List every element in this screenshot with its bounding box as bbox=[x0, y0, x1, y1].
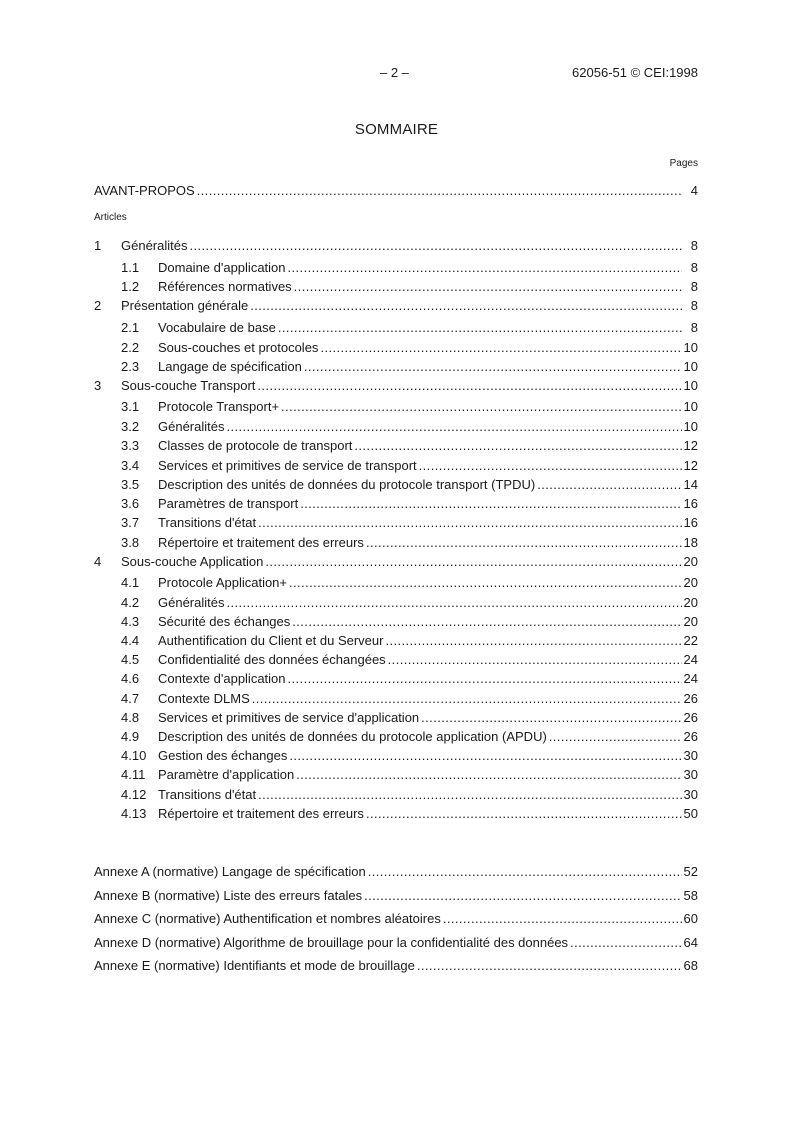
dot-leader bbox=[294, 279, 682, 295]
page-title: SOMMAIRE bbox=[354, 121, 439, 138]
toc-entry-number: 3.6 bbox=[121, 496, 140, 511]
dot-leader bbox=[226, 419, 681, 435]
dot-leader bbox=[388, 652, 682, 668]
toc-entry-number: 1.2 bbox=[121, 279, 140, 294]
toc-entry-number: 4.13 bbox=[121, 806, 147, 821]
toc-entry[interactable] bbox=[121, 419, 698, 435]
annex-entry-page: 64 bbox=[683, 935, 698, 950]
toc-entry-number: 4.12 bbox=[121, 787, 147, 802]
toc-entry-page: 26 bbox=[683, 691, 698, 706]
toc-entry-number: 2.1 bbox=[121, 320, 140, 335]
toc-entry-page: 16 bbox=[683, 496, 698, 511]
toc-entry[interactable] bbox=[121, 748, 698, 764]
dot-leader bbox=[197, 183, 682, 199]
toc-entry[interactable] bbox=[121, 671, 698, 687]
toc-entry-number: 2.2 bbox=[121, 340, 140, 355]
toc-entry-foreword[interactable] bbox=[94, 183, 698, 199]
dot-leader bbox=[288, 671, 682, 687]
toc-entry-text: Répertoire et traitement des erreurs bbox=[158, 535, 364, 550]
annex-entry-text: Annexe C (normative) Authentification et nombres aléatoires bbox=[94, 911, 441, 926]
toc-entry-number: 2 bbox=[94, 298, 102, 313]
toc-entry-page: 24 bbox=[683, 652, 698, 667]
toc-entry-text: Domaine d'application bbox=[158, 260, 286, 275]
toc-entry-number: 3.1 bbox=[121, 399, 140, 414]
annex-entry[interactable] bbox=[94, 864, 698, 880]
toc-entry[interactable] bbox=[94, 554, 698, 570]
annex-entry-text: Annexe A (normative) Langage de spécification bbox=[94, 864, 366, 879]
toc-entry-page: 12 bbox=[683, 458, 698, 473]
toc-entry[interactable] bbox=[121, 729, 698, 745]
annex-entry-page: 58 bbox=[683, 888, 698, 903]
toc-entry-text: Présentation générale bbox=[121, 298, 249, 313]
toc-entry-text: Généralités bbox=[121, 238, 188, 253]
toc-entry[interactable] bbox=[121, 496, 698, 512]
toc-entry[interactable] bbox=[121, 399, 698, 415]
annex-entry-page: 60 bbox=[683, 911, 698, 926]
toc-entry-number: 4.4 bbox=[121, 633, 140, 648]
toc-entry-page: 30 bbox=[683, 748, 698, 763]
toc-entry[interactable] bbox=[121, 535, 698, 551]
annex-entry[interactable] bbox=[94, 888, 698, 904]
toc-entry-page: 10 bbox=[683, 419, 698, 434]
toc-entry-number: 4.8 bbox=[121, 710, 140, 725]
toc-entry-page: 12 bbox=[683, 438, 698, 453]
dot-leader bbox=[252, 691, 682, 707]
toc-entry[interactable] bbox=[121, 767, 698, 783]
annex-entry-text: Annexe D (normative) Algorithme de brouillage pour la confidentialité des données bbox=[94, 935, 569, 950]
dot-leader bbox=[364, 888, 681, 904]
toc-entry-page: 8 bbox=[690, 238, 698, 253]
dot-leader bbox=[366, 535, 682, 551]
toc-entry-text: Services et primitives de service d'application bbox=[158, 710, 420, 725]
toc-entry-number: 3.5 bbox=[121, 477, 140, 492]
toc-entry-page: 20 bbox=[683, 595, 698, 610]
toc-entry-text: AVANT-PROPOS bbox=[94, 183, 195, 198]
toc-entry[interactable] bbox=[121, 575, 698, 591]
annex-entry-text: Annexe E (normative) Identifiants et mode de brouillage bbox=[94, 958, 415, 973]
dot-leader bbox=[385, 633, 681, 649]
toc-entry[interactable] bbox=[121, 260, 698, 276]
toc-entry-page: 20 bbox=[683, 554, 698, 569]
toc-entry[interactable] bbox=[94, 238, 698, 254]
dot-leader bbox=[419, 458, 682, 474]
annex-entry[interactable] bbox=[94, 935, 698, 951]
toc-entry-number: 3.3 bbox=[121, 438, 140, 453]
dot-leader bbox=[250, 298, 682, 314]
toc-entry-number: 4.1 bbox=[121, 575, 140, 590]
toc-entry[interactable] bbox=[121, 691, 698, 707]
toc-entry-page: 10 bbox=[683, 359, 698, 374]
toc-entry-page: 26 bbox=[683, 710, 698, 725]
dot-leader bbox=[189, 238, 682, 254]
toc-entry-text: Références normatives bbox=[158, 279, 292, 294]
articles-label: Articles bbox=[94, 212, 127, 223]
toc-entry-page: 50 bbox=[683, 806, 698, 821]
toc-entry-text: Contexte DLMS bbox=[158, 691, 250, 706]
dot-leader bbox=[421, 710, 681, 726]
dot-leader bbox=[292, 614, 681, 630]
dot-leader bbox=[296, 767, 681, 783]
annex-entry-text: Annexe B (normative) Liste des erreurs fatales bbox=[94, 888, 363, 903]
toc-entry-text: Description des unités de données du protocole transport (TPDU) bbox=[158, 477, 536, 492]
toc-entry[interactable] bbox=[121, 710, 698, 726]
toc-entry[interactable] bbox=[121, 787, 698, 803]
toc-entry-text: Langage de spécification bbox=[158, 359, 302, 374]
toc-entry-page: 8 bbox=[690, 320, 698, 335]
toc-entry-text: Authentification du Client et du Serveur bbox=[158, 633, 384, 648]
toc-entry[interactable] bbox=[121, 279, 698, 295]
toc-entry-text: Transitions d'état bbox=[158, 787, 257, 802]
toc-entry[interactable] bbox=[121, 515, 698, 531]
toc-entry-page: 4 bbox=[690, 183, 698, 198]
toc-entry[interactable] bbox=[121, 806, 698, 822]
dot-leader bbox=[320, 340, 681, 356]
document-reference: 62056-51 © CEI:1998 bbox=[572, 65, 698, 80]
toc-entry-number: 4.11 bbox=[121, 767, 146, 782]
dot-leader bbox=[537, 477, 681, 493]
toc-entry-text: Protocole Transport+ bbox=[158, 399, 280, 414]
toc-entry[interactable] bbox=[121, 652, 698, 668]
toc-entry-number: 4.2 bbox=[121, 595, 140, 610]
toc-entry-text: Sécurité des échanges bbox=[158, 614, 291, 629]
toc-entry[interactable] bbox=[121, 340, 698, 356]
dot-leader bbox=[443, 911, 682, 927]
toc-entry-page: 20 bbox=[683, 575, 698, 590]
dot-leader bbox=[417, 958, 682, 974]
toc-entry-page: 10 bbox=[683, 378, 698, 393]
annex-entry-page: 68 bbox=[683, 958, 698, 973]
dot-leader bbox=[258, 787, 681, 803]
toc-entry[interactable] bbox=[121, 359, 698, 375]
toc-entry[interactable] bbox=[121, 633, 698, 649]
toc-entry-text: Répertoire et traitement des erreurs bbox=[158, 806, 364, 821]
annex-entry[interactable] bbox=[94, 911, 698, 927]
toc-entry[interactable] bbox=[121, 614, 698, 630]
toc-entry-text: Sous-couches et protocoles bbox=[158, 340, 319, 355]
toc-entry[interactable] bbox=[121, 320, 698, 336]
annex-entry-page: 52 bbox=[683, 864, 698, 879]
toc-entry-text: Généralités bbox=[158, 419, 225, 434]
dot-leader bbox=[281, 399, 681, 415]
toc-entry-page: 22 bbox=[683, 633, 698, 648]
pages-column-label: Pages bbox=[669, 158, 698, 169]
toc-entry-number: 1 bbox=[94, 238, 102, 253]
dot-leader bbox=[289, 575, 682, 591]
toc-entry-number: 4.6 bbox=[121, 671, 140, 686]
dot-leader bbox=[368, 864, 682, 880]
toc-entry-number: 3.2 bbox=[121, 419, 140, 434]
toc-entry-page: 10 bbox=[683, 399, 698, 414]
toc-entry-page: 10 bbox=[683, 340, 698, 355]
dot-leader bbox=[226, 595, 681, 611]
toc-entry-text: Sous-couche Application bbox=[121, 554, 264, 569]
page-number: – 2 – bbox=[380, 65, 409, 80]
toc-entry-number: 3.4 bbox=[121, 458, 140, 473]
toc-entry[interactable] bbox=[121, 477, 698, 493]
dot-leader bbox=[300, 496, 681, 512]
toc-entry-page: 26 bbox=[683, 729, 698, 744]
toc-entry[interactable] bbox=[94, 378, 698, 394]
annex-entry[interactable] bbox=[94, 958, 698, 974]
dot-leader bbox=[258, 515, 681, 531]
toc-entry-number: 4.9 bbox=[121, 729, 140, 744]
toc-entry-number: 4.7 bbox=[121, 691, 140, 706]
toc-entry-number: 4.5 bbox=[121, 652, 140, 667]
dot-leader bbox=[570, 935, 681, 951]
toc-entry-text: Gestion des échanges bbox=[158, 748, 288, 763]
dot-leader bbox=[278, 320, 682, 336]
toc-entry-text: Généralités bbox=[158, 595, 225, 610]
dot-leader bbox=[265, 554, 681, 570]
toc-entry-page: 20 bbox=[683, 614, 698, 629]
toc-entry-text: Paramètre d'application bbox=[158, 767, 295, 782]
toc-entry-page: 16 bbox=[683, 515, 698, 530]
dot-leader bbox=[288, 260, 682, 276]
toc-entry-page: 30 bbox=[683, 787, 698, 802]
toc-entry-text: Vocabulaire de base bbox=[158, 320, 276, 335]
toc-entry-text: Protocole Application+ bbox=[158, 575, 288, 590]
dot-leader bbox=[304, 359, 682, 375]
dot-leader bbox=[549, 729, 682, 745]
dot-leader bbox=[257, 378, 681, 394]
toc-entry-page: 24 bbox=[683, 671, 698, 686]
toc-entry-page: 8 bbox=[690, 298, 698, 313]
dot-leader bbox=[289, 748, 681, 764]
toc-entry-number: 3.7 bbox=[121, 515, 140, 530]
toc-entry-page: 18 bbox=[683, 535, 698, 550]
toc-entry[interactable] bbox=[94, 298, 698, 314]
toc-entry-text: Description des unités de données du protocole application (APDU) bbox=[158, 729, 547, 744]
toc-entry[interactable] bbox=[121, 458, 698, 474]
toc-entry-number: 4 bbox=[94, 554, 102, 569]
toc-entry-number: 4.3 bbox=[121, 614, 140, 629]
toc-entry-text: Sous-couche Transport bbox=[121, 378, 256, 393]
toc-entry-number: 1.1 bbox=[121, 260, 140, 275]
toc-entry-page: 30 bbox=[683, 767, 698, 782]
toc-entry-number: 4.10 bbox=[121, 748, 147, 763]
toc-entry[interactable] bbox=[121, 595, 698, 611]
toc-entry-number: 3 bbox=[94, 378, 102, 393]
toc-entry[interactable] bbox=[121, 438, 698, 454]
toc-entry-text: Transitions d'état bbox=[158, 515, 257, 530]
toc-entry-page: 8 bbox=[690, 260, 698, 275]
toc-entry-page: 8 bbox=[690, 279, 698, 294]
toc-entry-text: Classes de protocole de transport bbox=[158, 438, 353, 453]
toc-entry-number: 3.8 bbox=[121, 535, 140, 550]
toc-entry-text: Confidentialité des données échangées bbox=[158, 652, 386, 667]
dot-leader bbox=[354, 438, 681, 454]
toc-entry-text: Paramètres de transport bbox=[158, 496, 299, 511]
dot-leader bbox=[366, 806, 682, 822]
toc-entry-text: Contexte d'application bbox=[158, 671, 286, 686]
toc-entry-number: 2.3 bbox=[121, 359, 140, 374]
toc-entry-text: Services et primitives de service de transport bbox=[158, 458, 417, 473]
toc-entry-page: 14 bbox=[683, 477, 698, 492]
